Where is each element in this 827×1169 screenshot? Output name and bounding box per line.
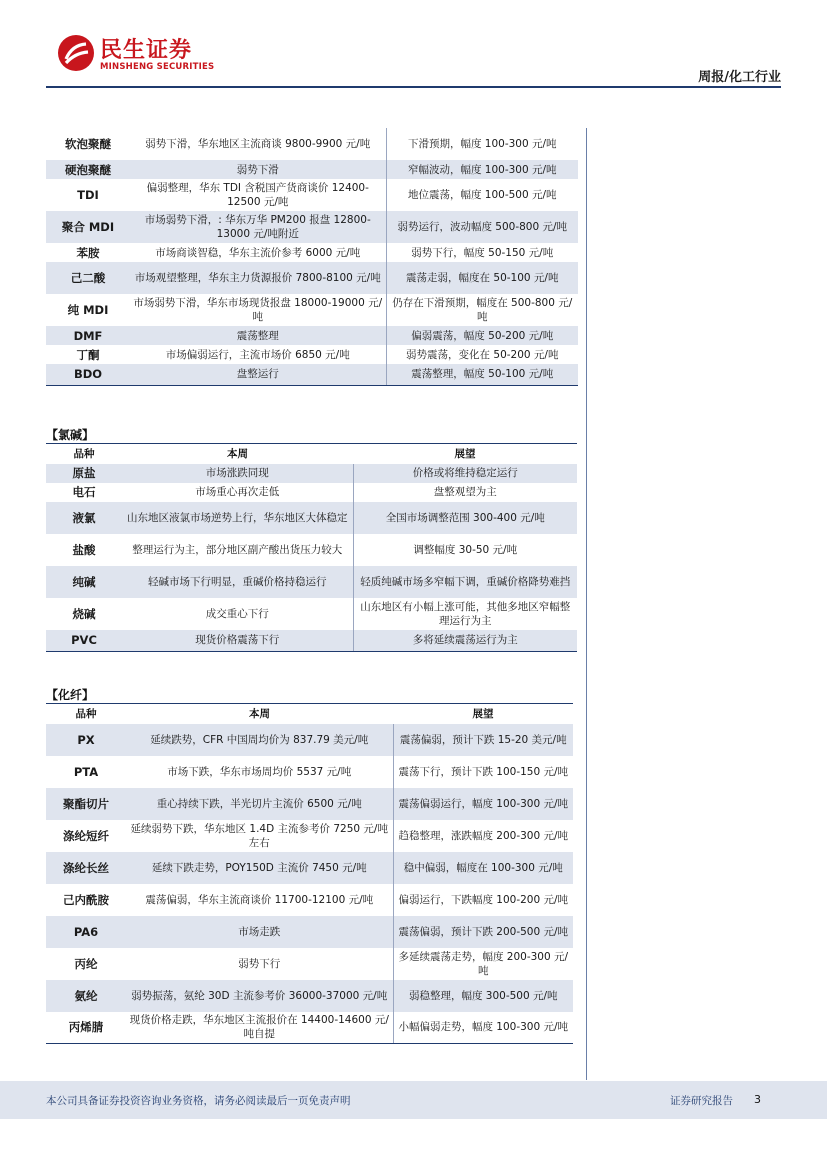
outlook-cell: 弱势震荡，变化在 50-200 元/吨	[386, 345, 578, 364]
table-row	[46, 160, 578, 179]
outlook-cell: 地位震荡，幅度 100-500 元/吨	[386, 179, 578, 211]
outlook-cell: 轻质纯碱市场多窄幅下调，重碱价格降势难挡	[353, 566, 577, 598]
outlook-cell: 震荡整理，幅度 50-100 元/吨	[386, 364, 578, 385]
this-week-cell: 延续下跌走势，POY150D 主流价 7450 元/吨	[126, 852, 393, 884]
variety-cell: BDO	[46, 364, 130, 385]
this-week-cell: 山东地区液氯市场逆势上行，华东地区大体稳定	[122, 502, 353, 534]
outlook-cell: 震荡下行，预计下跌 100-150 元/吨	[393, 756, 573, 788]
this-week-cell: 现货价格震荡下行	[122, 630, 353, 652]
this-week-cell: 市场重心再次走低	[195, 486, 280, 498]
variety-cell: 聚酯切片	[46, 788, 126, 820]
outlook-cell: 仍存在下滑预期，幅度在 500-800 元/吨	[386, 294, 578, 326]
logo-mark-icon	[58, 35, 94, 71]
table-row	[46, 502, 577, 534]
outlook-cell: 趋稳整理，涨跌幅度 200-300 元/吨	[393, 820, 573, 852]
table-row	[46, 598, 577, 630]
table-row	[46, 294, 578, 326]
table-row	[46, 566, 577, 598]
table-row	[46, 788, 573, 820]
table-row	[46, 364, 578, 385]
this-week-cell: 市场下跌，华东市场周均价 5537 元/吨	[167, 765, 352, 778]
outlook-cell: 小幅偏弱走势，幅度 100-300 元/吨	[393, 1012, 573, 1044]
this-week-cell: 整理运行为主，部分地区副产酸出货压力较大	[132, 543, 343, 556]
outlook-cell: 弱势运行，波动幅度 500-800 元/吨	[386, 211, 578, 243]
this-week-cell: 偏弱整理，华东 TDI 含税国产货商谈价 12400-12500 元/吨	[146, 182, 369, 208]
outlook-cell: 弱势下行，幅度 50-150 元/吨	[386, 243, 578, 262]
this-week-cell: 弱势下滑	[130, 160, 386, 179]
table-row	[46, 483, 577, 502]
outlook-cell: 震荡偏弱，预计下跌 200-500 元/吨	[393, 916, 573, 948]
variety-cell: 电石	[72, 485, 96, 499]
outlook-cell: 多将延续震荡运行为主	[353, 630, 577, 652]
outlook-cell: 调整幅度 30-50 元/吨	[353, 534, 577, 566]
this-week-cell: 市场涨跌同现	[122, 464, 353, 483]
outlook-cell: 窄幅波动，幅度 100-300 元/吨	[386, 160, 578, 179]
this-week-cell: 现货价格走跌，华东地区主流报价在 14400-14600 元/吨自提	[126, 1012, 393, 1044]
this-week-cell: 弱势下滑，华东地区主流商谈 9800-9900 元/吨	[145, 138, 371, 150]
variety-cell: 涤纶短纤	[63, 828, 109, 843]
report-type-label: 周报/化工行业	[698, 70, 781, 85]
this-week-cell: 成交重心下行	[205, 607, 269, 620]
this-week-cell: 市场弱势下滑，: 华东万华 PM200 报盘 12800-13000 元/吨附近	[130, 211, 386, 243]
table-header-variety: 品种	[46, 444, 122, 464]
this-week-cell: 重心持续下跌，半光切片主流价 6500 元/吨	[126, 788, 393, 820]
table-header-outlook: 展望	[393, 704, 573, 724]
this-week-cell: 市场弱势下滑，华东市场现货报盘 18000-19000 元/吨	[133, 297, 383, 323]
variety-cell: TDI	[77, 188, 99, 202]
this-week-cell: 市场观望整理，华东主力货源报价 7800-8100 元/吨	[130, 262, 386, 294]
outlook-cell: 震荡走弱，幅度在 50-100 元/吨	[386, 262, 578, 294]
table-row	[46, 345, 578, 364]
this-week-cell: 轻碱市场下行明显，重碱价格持稳运行	[122, 566, 353, 598]
outlook-cell: 稳中偏弱，幅度在 100-300 元/吨	[393, 852, 573, 884]
page-header	[0, 0, 827, 92]
this-week-cell: 弱势振荡，氨纶 30D 主流参考价 36000-37000 元/吨	[126, 980, 393, 1012]
table-row	[46, 916, 573, 948]
table-row	[46, 852, 573, 884]
logo-english-name: MINSHENG SECURITIES	[100, 62, 215, 72]
chemical-fiber-table	[46, 703, 573, 1044]
table-row	[46, 948, 573, 980]
variety-cell: 聚合 MDI	[46, 211, 130, 243]
this-week-cell: 市场商谈智稳，华东主流价参考 6000 元/吨	[155, 246, 361, 259]
margin-divider	[586, 128, 587, 1080]
variety-cell: 烧碱	[72, 606, 96, 621]
table-row	[46, 980, 573, 1012]
chlor-alkali-table	[46, 443, 577, 652]
variety-cell: 盐酸	[72, 542, 96, 557]
this-week-cell: 震荡整理	[130, 326, 386, 345]
variety-cell: 氨纶	[46, 980, 126, 1012]
variety-cell: PTA	[73, 764, 99, 779]
table-row	[46, 724, 573, 756]
outlook-cell: 震荡偏弱，预计下跌 15-20 美元/吨	[393, 724, 573, 756]
variety-cell: 己二酸	[46, 262, 130, 294]
table-row	[46, 211, 578, 243]
company-logo	[58, 33, 218, 79]
outlook-cell: 偏弱运行，下跌幅度 100-200 元/吨	[393, 884, 573, 916]
variety-cell: 丁酮	[76, 347, 100, 362]
outlook-cell: 弱稳整理，幅度 300-500 元/吨	[393, 980, 573, 1012]
variety-cell: DMF	[46, 326, 130, 345]
this-week-cell: 延续跌势，CFR 中国周均价为 837.79 美元/吨	[126, 724, 393, 756]
variety-cell: 己内酰胺	[63, 892, 109, 907]
polyurethane-table	[46, 128, 578, 386]
table-row	[46, 534, 577, 566]
variety-cell: PVC	[46, 630, 122, 652]
variety-cell: 硬泡聚醚	[46, 160, 130, 179]
outlook-cell: 全国市场调整范围 300-400 元/吨	[353, 502, 577, 534]
variety-cell: 丙纶	[74, 956, 98, 971]
outlook-cell: 震荡偏弱运行，幅度 100-300 元/吨	[393, 788, 573, 820]
table-header-variety: 品种	[46, 704, 126, 724]
this-week-cell: 盘整运行	[130, 364, 386, 385]
chemical-fiber-section-title: 【化纤】	[46, 688, 95, 702]
table-row	[46, 884, 573, 916]
this-week-cell: 市场走跌	[126, 916, 393, 948]
table-header-outlook: 展望	[353, 444, 577, 464]
page-footer	[0, 1081, 827, 1119]
outlook-cell: 偏弱震荡，幅度 50-200 元/吨	[386, 326, 578, 345]
variety-cell: PX	[46, 724, 126, 756]
outlook-cell: 山东地区有小幅上涨可能，其他多地区窄幅整理运行为主	[353, 598, 577, 630]
table-row	[46, 128, 578, 160]
chlor-alkali-section-title: 【氯碱】	[46, 428, 95, 442]
variety-cell: 纯碱	[46, 566, 122, 598]
this-week-cell: 延续弱势下跌，华东地区 1.4D 主流参考价 7250 元/吨左右	[130, 822, 388, 849]
this-week-cell: 弱势下行	[238, 957, 281, 970]
variety-cell: 涤纶长丝	[46, 852, 126, 884]
table-row	[46, 326, 578, 345]
this-week-cell: 市场偏弱运行，主流市场价 6850 元/吨	[165, 348, 350, 361]
logo-chinese-name: 民生证券	[100, 38, 193, 63]
outlook-cell: 下滑预期，幅度 100-300 元/吨	[386, 128, 578, 160]
table-row	[46, 179, 578, 211]
variety-cell: PA6	[46, 916, 126, 948]
report-label: 证券研究报告	[670, 1095, 733, 1107]
table-row	[46, 1012, 573, 1044]
table-row	[46, 464, 577, 483]
page-number: 3	[754, 1093, 761, 1106]
variety-cell: 液氯	[46, 502, 122, 534]
variety-cell: 丙烯腈	[46, 1012, 126, 1044]
variety-cell: 软泡聚醚	[65, 137, 111, 151]
header-divider	[46, 86, 781, 88]
outlook-cell: 多延续震荡走势，幅度 200-300 元/吨	[393, 948, 573, 980]
table-header-this-week: 本周	[122, 444, 353, 464]
table-row	[46, 756, 573, 788]
variety-cell: 原盐	[46, 464, 122, 483]
variety-cell: 苯胺	[76, 245, 100, 260]
variety-cell: 纯 MDI	[67, 303, 109, 317]
table-header-this-week: 本周	[126, 704, 393, 724]
table-row	[46, 820, 573, 852]
table-row	[46, 262, 578, 294]
disclaimer-text: 本公司具备证券投资咨询业务资格，请务必阅读最后一页免责声明	[46, 1095, 351, 1107]
this-week-cell: 震荡偏弱，华东主流商谈价 11700-12100 元/吨	[145, 893, 374, 906]
table-row	[46, 243, 578, 262]
outlook-cell: 价格或将维持稳定运行	[353, 464, 577, 483]
table-row	[46, 630, 577, 652]
outlook-cell: 盘整观望为主	[353, 483, 577, 502]
